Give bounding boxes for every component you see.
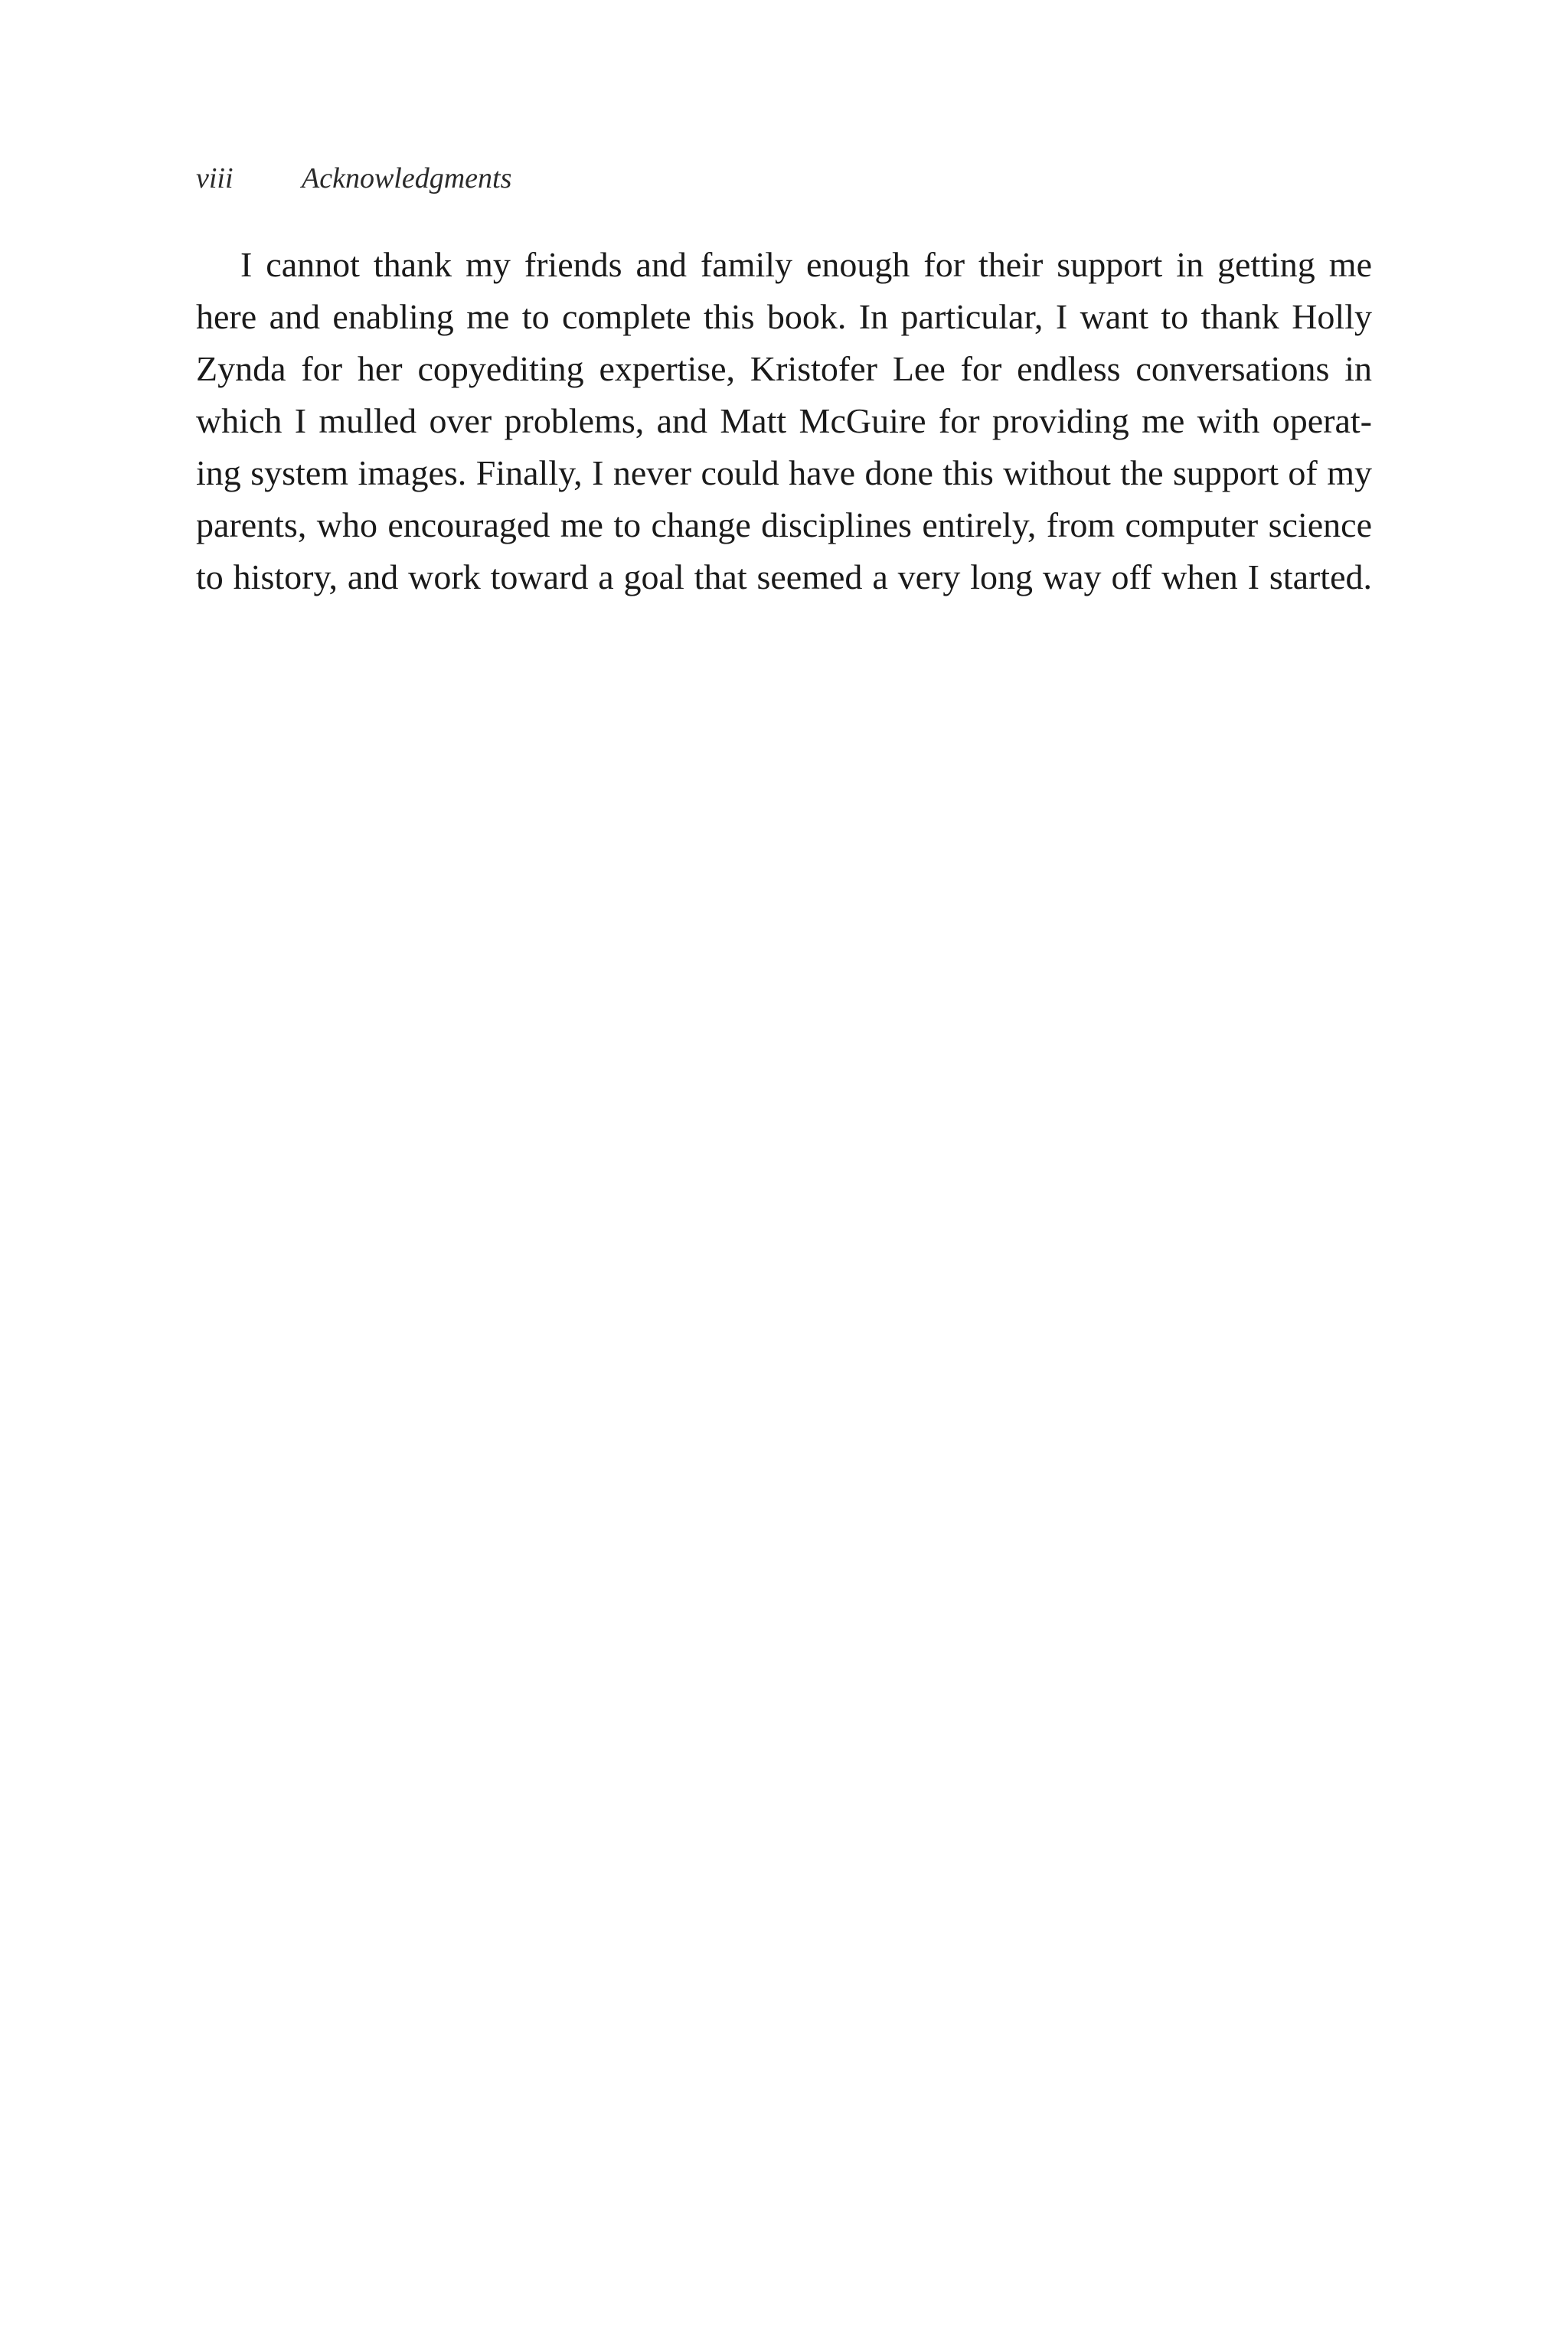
paragraph-line: Zynda for her copyediting expertise, Kristofer Lee for endless conversations in — [196, 349, 1372, 388]
running-head — [196, 159, 1372, 198]
running-title: Acknowledgments — [302, 162, 512, 194]
paragraph-line: here and enabling me to complete this book. In particular, I want to thank Holly — [196, 297, 1372, 336]
paragraph-line: parents, who encouraged me to change disciplines entirely, from computer science — [196, 505, 1372, 544]
paragraph-line: which I mulled over problems, and Matt McGuire for providing me with operat- — [196, 401, 1372, 440]
paragraph-line: ing system images. Finally, I never could have done this without the support of my — [196, 453, 1372, 492]
page-number: viii — [196, 162, 234, 194]
paragraph-line: to history, and work toward a goal that seemed a very long way off when I started. — [196, 557, 1372, 596]
paragraph-line: I cannot thank my friends and family enough for their support in getting me — [240, 245, 1372, 284]
acknowledgments-paragraph — [196, 239, 1372, 603]
